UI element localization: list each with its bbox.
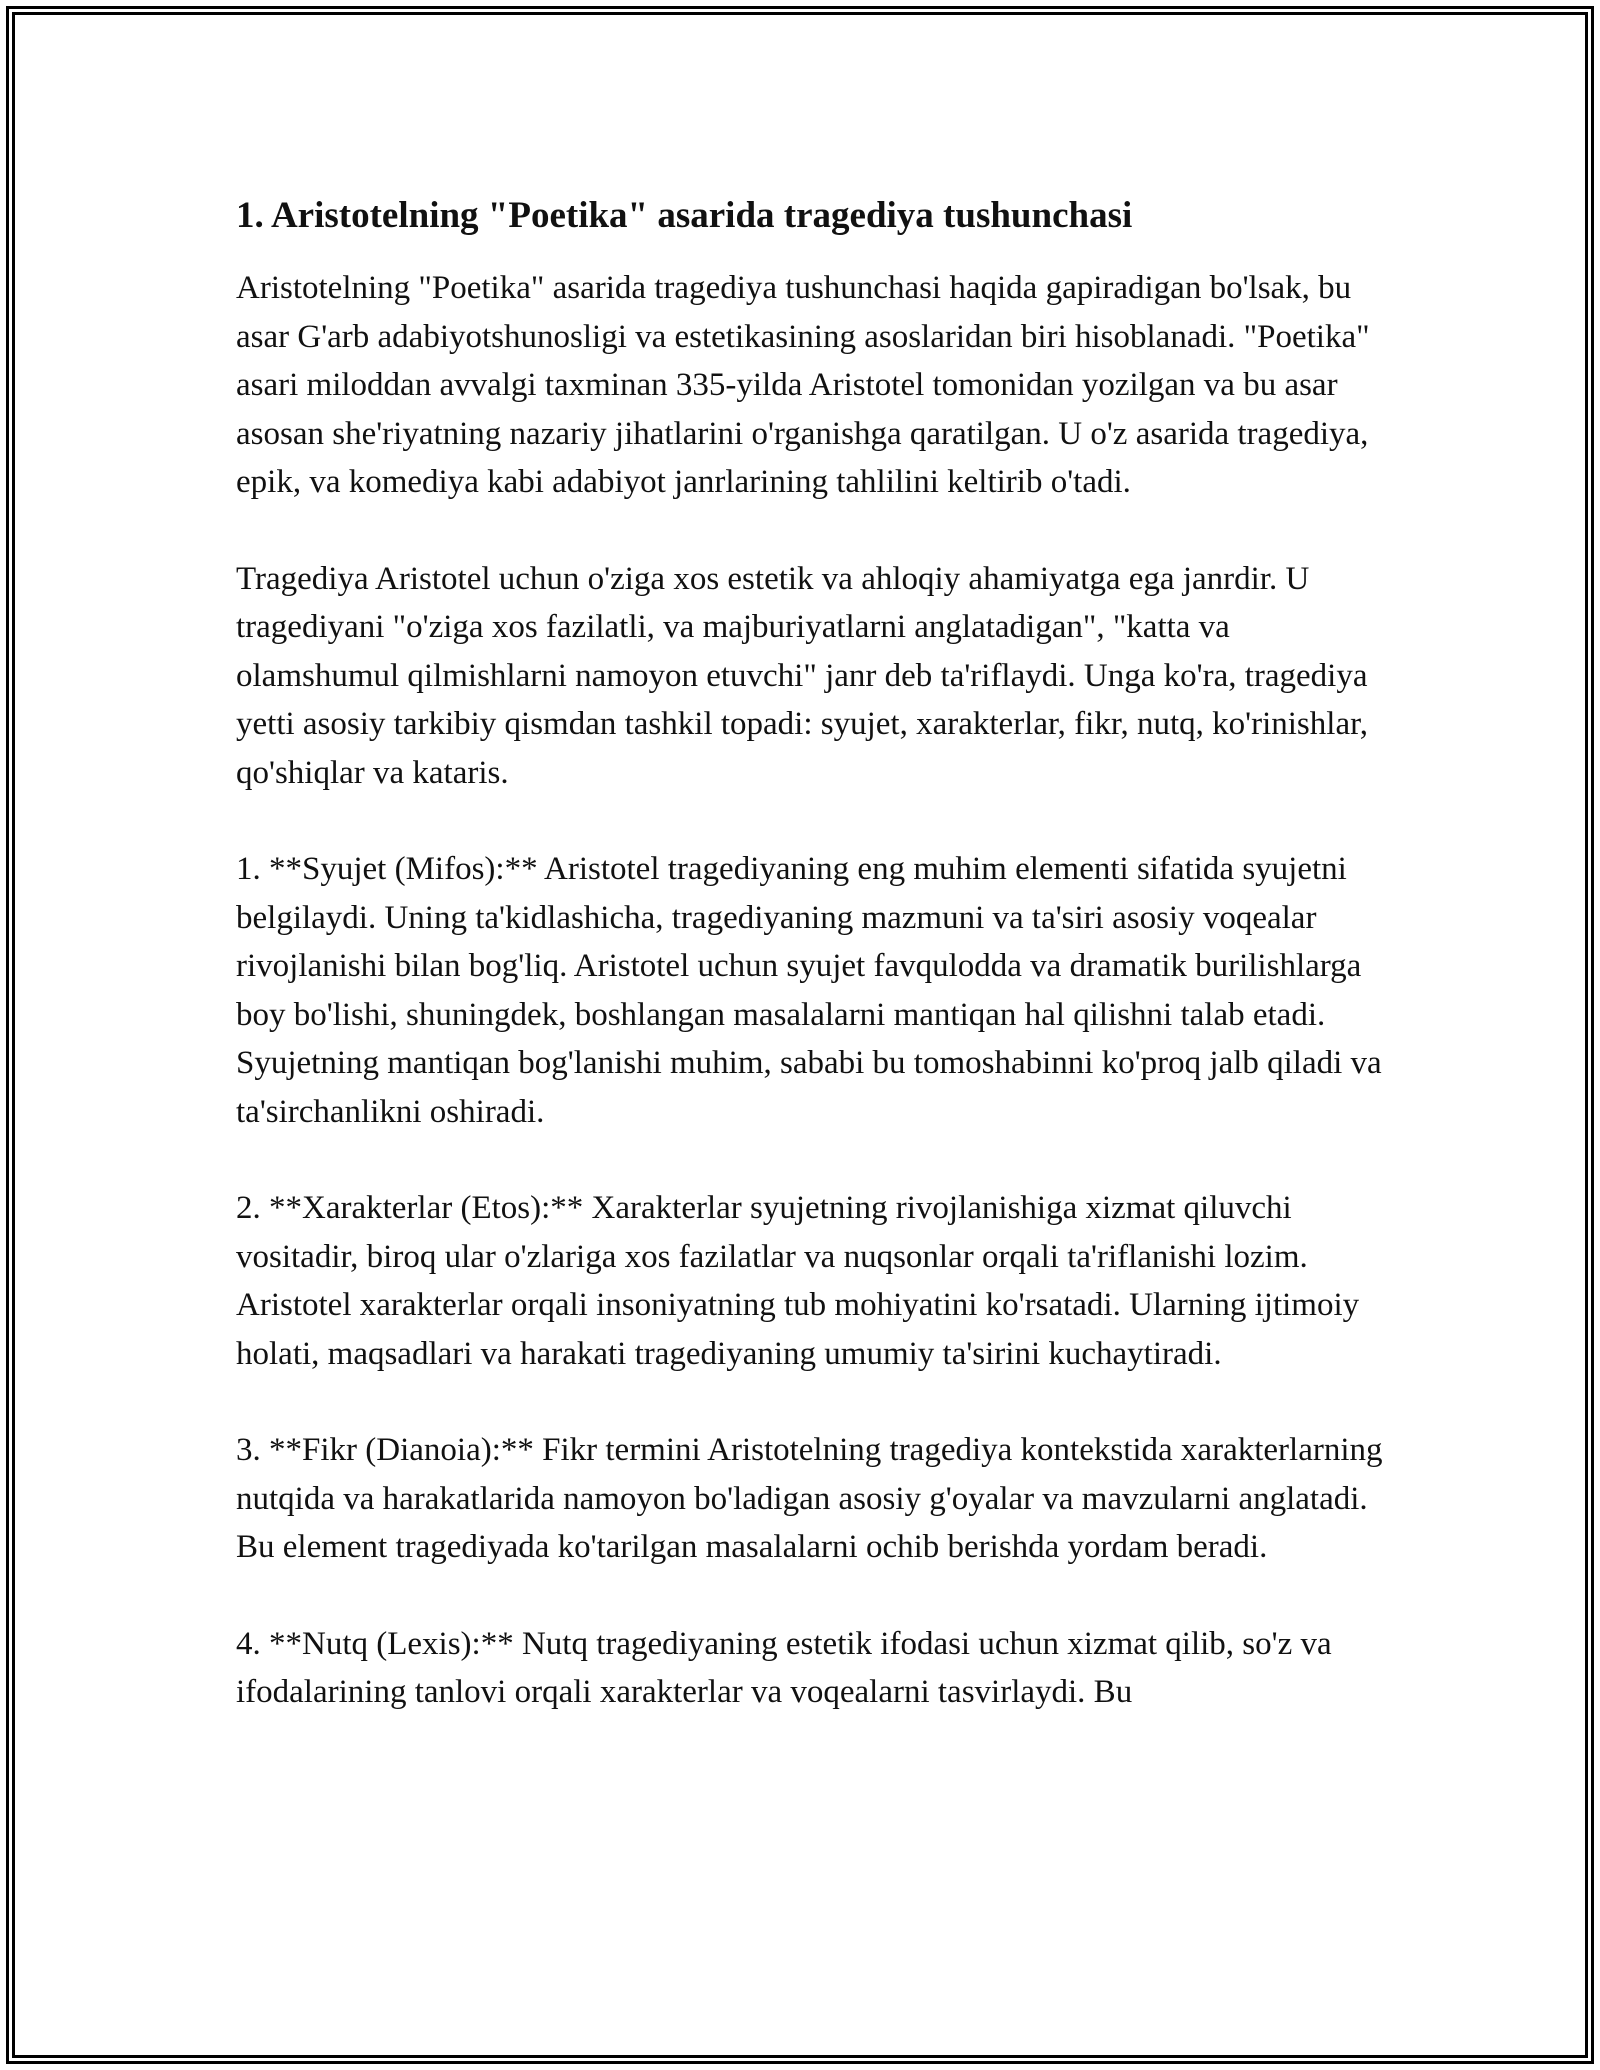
thought-element-paragraph: 3. **Fikr (Dianoia):** Fikr termini Aristotelning tragediya kontekstida xarakterlarning nutqida va harakatlarida namoyon bo'ladigan asosiy g'oyalar va mavzularni anglatadi. Bu element tragediyada ko'tarilgan masalalarni ochib berishda yordam beradi. xyxy=(236,1432,1383,1565)
section-heading: 1. Aristotelning "Poetika" asarida tragediya tushunchasi xyxy=(236,195,1133,236)
diction-element-paragraph: 4. **Nutq (Lexis):** Nutq tragediyaning estetik ifodasi uchun xizmat qilib, so'z va ifodalarining tanlovi orqali xarakterlar va voqealarni tasvirlaydi. Bu xyxy=(236,1625,1332,1710)
tragedy-definition-paragraph: Tragediya Aristotel uchun o'ziga xos estetik va ahloqiy ahamiyatga ega janrdir. U tragediyani "o'ziga xos fazilatli, va majburiyatlarni anglatadigan", "katta va olamshumul qilmishlarni namoyon etuvchi" janr deb ta'riflaydi. Unga ko'ra, tragediya yetti asosiy tarkibiy qismdan tashkil topadi: syujet, xarakterlar, fikr, nutq, ko'rinishlar, qo'shiqlar va kataris. xyxy=(236,560,1369,791)
intro-paragraph: Aristotelning "Poetika" asarida tragediya tushunchasi haqida gapiradigan bo'lsak, bu asar G'arb adabiyotshunosligi va estetikasining asoslaridan biri hisoblanadi. "Poetika" asari miloddan avvalgi taxminan 335-yilda Aristotel tomonidan yozilgan va bu asar asosan she'riyatning nazariy jihatlarini o'rganishga qaratilgan. U o'z asarida tragediya, epik, va komediya kabi adabiyot janrlarining tahlilini keltirib o'tadi. xyxy=(236,270,1370,500)
document-body xyxy=(236,188,1396,1717)
characters-element-paragraph: 2. **Xarakterlar (Etos):** Xarakterlar syujetning rivojlanishiga xizmat qiluvchi vositadir, biroq ular o'zlariga xos fazilatlar va nuqsonlar orqali ta'riflanishi lozim. Aristotel xarakterlar orqali insoniyatning tub mohiyatini ko'rsatadi. Ularning ijtimoiy holati, maqsadlari va harakati tragediyaning umumiy ta'sirini kuchaytiradi. xyxy=(236,1190,1360,1372)
plot-element-paragraph: 1. **Syujet (Mifos):** Aristotel tragediyaning eng muhim elementi sifatida syujetni belgilaydi. Uning ta'kidlashicha, tragediyaning mazmuni va ta'siri asosiy voqealar rivojlanishi bilan bog'liq. Aristotel uchun syujet favqulodda va dramatik burilishlarga boy bo'lishi, shuningdek, boshlangan masalalarni mantiqan hal qilishni talab etadi. Syujetning mantiqan bog'lanishi muhim, sababi bu tomoshabinni ko'proq jalb qiladi va ta'sirchanlikni oshiradi. xyxy=(236,851,1382,1130)
